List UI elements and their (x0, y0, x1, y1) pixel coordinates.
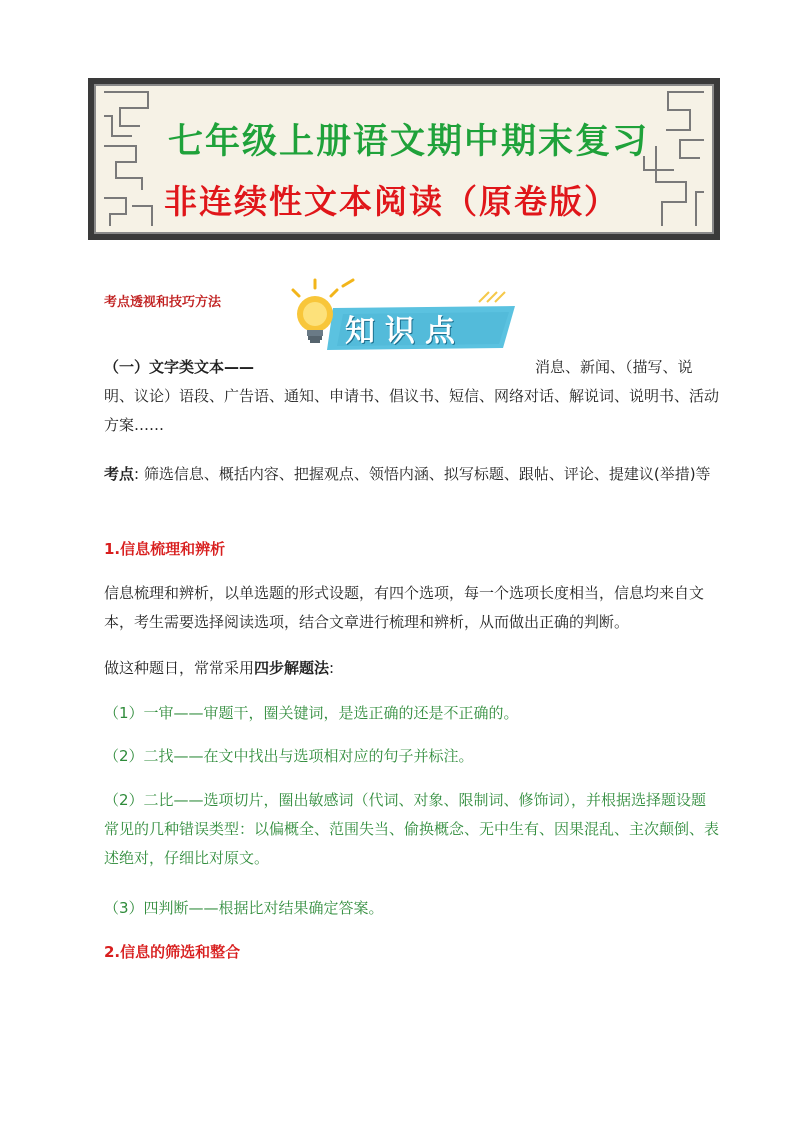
method-intro (104, 654, 721, 683)
text-type-label (104, 356, 254, 377)
banner-inner (94, 84, 714, 234)
item1-heading: 1.信息梳理和辨析 (104, 540, 226, 558)
method-name: 四步解题法 (254, 659, 330, 677)
section-heading: 考点透视和技巧方法 (104, 295, 222, 310)
item2-heading: 2.信息的筛选和整合 (104, 943, 241, 961)
method-intro-text: 做这种题日，常常采用 (104, 659, 255, 677)
banner-title-line2: 非连续性文本阅读（原卷版） (164, 182, 619, 221)
text-type-after-badge: 消息、新闻、（描写、说 (535, 358, 693, 376)
banner-title-line1: 七年级上册语文期中期末复习 (168, 121, 650, 162)
step-3: （2）二比——选项切片，圈出敏感词（代词、对象、限制词、修饰词），并根据选择题设题常见的几种错误类型：以偏概全、范围失当、偷换概念、无中生有、因果混乱、主次颠倒、表述绝对，仔细比对原文。 (104, 791, 720, 867)
item1-paragraph: 信息梳理和辨析，以单选题的形式设题，有四个选项，每一个选项长度相当，信息均来自文本，考生需要选择阅读选项，结合文章进行梳理和辨析，从而做出正确的判断。 (104, 584, 705, 631)
text-type-rest: 明、议论）语段、广告语、通知、申请书、倡议书、短信、网络对话、解说词、说明书、活动方案…… (104, 387, 720, 434)
step-4: （3）四判断——根据比对结果确定答案。 (104, 899, 384, 917)
step-2: （2）二找——在文中找出与选项相对应的句子并标注。 (104, 747, 474, 765)
step-1: （1）一审——审题干，圈关键词，是选正确的还是不正确的。 (104, 704, 519, 722)
method-colon: : (329, 659, 335, 677)
badge-label: 知识点 (345, 314, 465, 349)
kaodian-paragraph (104, 460, 721, 489)
kaodian-label: 考点 (104, 465, 135, 483)
text-type-label-text: （一）文字类文本—— (104, 358, 255, 376)
title-banner (88, 78, 720, 240)
kaodian-text: : 筛选信息、概括内容、把握观点、领悟内涵、拟写标题、跟帖、评论、提建议(举措)等 (134, 465, 711, 483)
knowledge-point-badge (283, 276, 523, 358)
